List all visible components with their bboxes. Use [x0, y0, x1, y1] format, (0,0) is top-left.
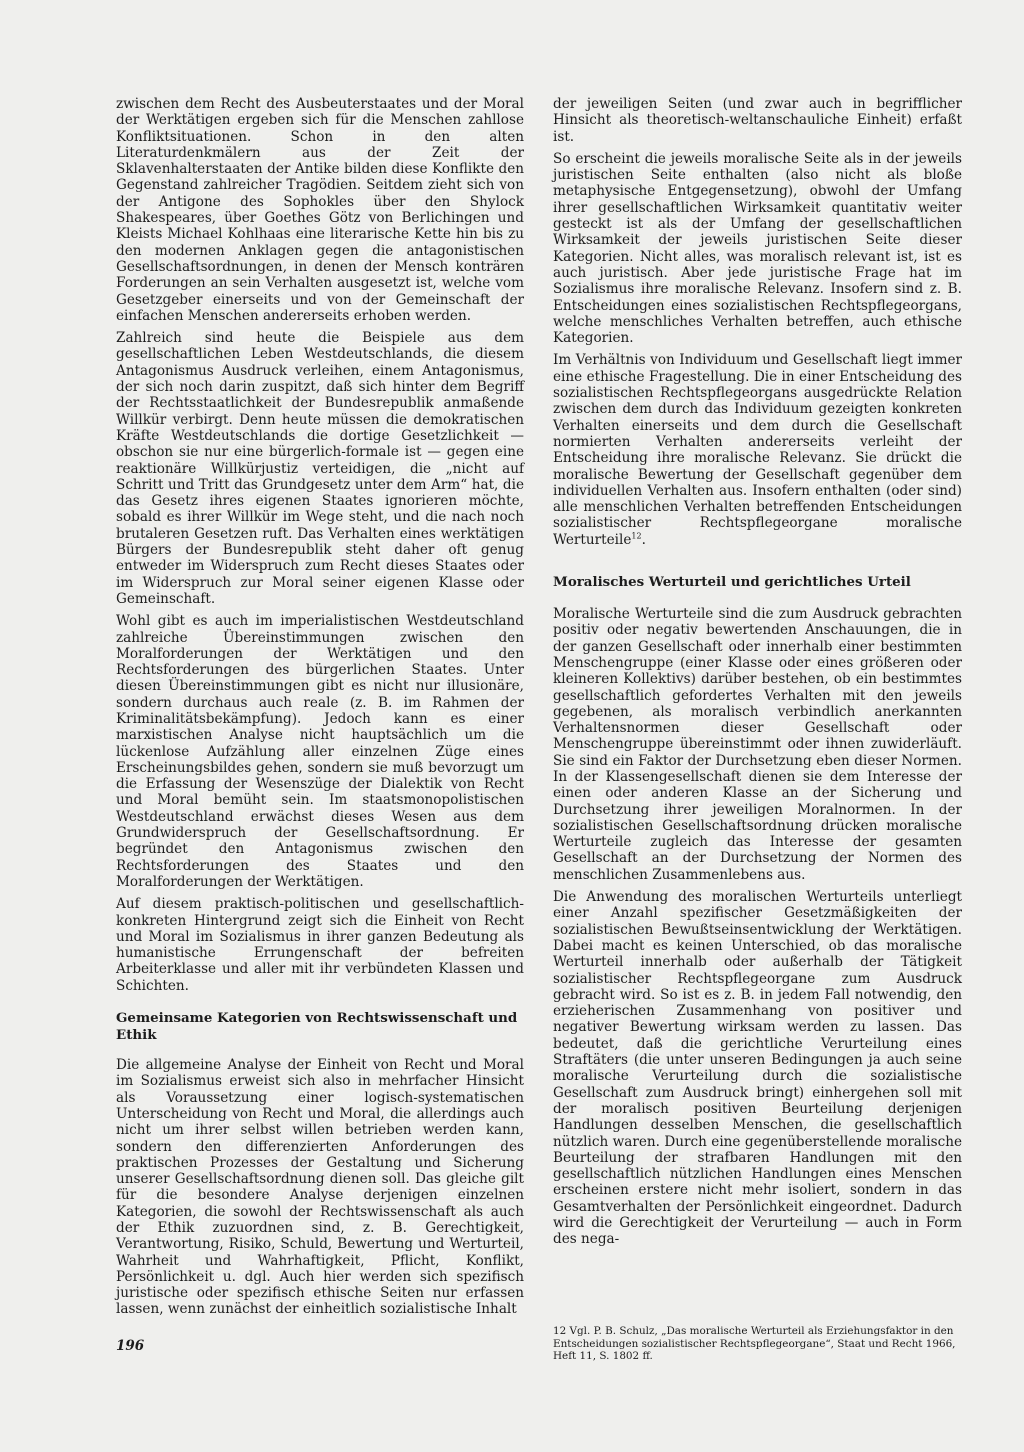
right-column [553, 96, 962, 1254]
paragraph: Moralische Werturteile sind die zum Ausdruck gebrachten positiv oder negativ bewertenden Anschauungen, die in der ganzen Gesellschaft oder innerhalb einer bestimmten Menschengruppe (einer Klasse oder eines größeren oder kleineren Kollektivs) darüber bestehen, ob ein bestimmtes gesellschaftlich gefordertes Verhalten mit den jeweils gegebenen, als moralisch verbindlich anerkannten Verhaltensnormen dieser Gesellschaft oder Menschengruppe übereinstimmt oder ihnen zuwiderläuft. Sie sind ein Faktor der Durchsetzung eben dieser Normen. In der Klassengesellschaft dienen sie dem Interesse der einen oder anderen Klasse an der Sicherung und Durchsetzung ihrer jeweiligen Moralnormen. In der sozialistischen Gesellschaftsordnung drücken moralische Werturteile zugleich das Interesse der gesamten Gesellschaft an der Durchsetzung der Normen des menschlichen Zusammenlebens aus. [553, 606, 962, 883]
page-number: 196 [116, 1338, 145, 1354]
section-heading: Moralisches Werturteil und gerichtliches Urteil [553, 574, 911, 591]
paragraph: der jeweiligen Seiten (und zwar auch in begrifflicher Hinsicht als theoretisch-weltanschauliche Einheit) erfaßt ist. [553, 96, 962, 145]
paragraph: zwischen dem Recht des Ausbeuterstaates und der Moral der Werktätigen ergeben sich für die Menschen zahllose Konfliktsituationen. Schon in den alten Literaturdenkmälern aus der Zeit der Sklavenhalterstaaten der Antike bilden diese Konflikte den Gegenstand zahlreicher Tragödien. Seitdem zieht sich von der Antigone des Sophokles über den Shylock Shakespeares, über Goethes Götz von Berlichingen und Kleists Michael Kohlhaas eine literarische Kette hin bis zu den modernen Anklagen gegen die antagonistischen Gesellschaftsordnungen, in denen der Mensch konträren Forderungen an sein Verhalten ausgesetzt ist, welche vom Gesetzgeber einerseits und von der Gemeinschaft der einfachen Menschen andererseits erhoben werden. [116, 96, 524, 324]
paragraph: So erscheint die jeweils moralische Seite als in der jeweils juristischen Seite enthalten (also nicht als bloße metaphysische Entgegensetzung), obwohl der Umfang ihrer gesellschaftlichen Wirksamkeit quantitativ weiter gesteckt ist als der Umfang der gesellschaftlichen Wirksamkeit der jeweils juristischen Seite dieser Kategorien. Nicht alles, was moralisch relevant ist, ist es auch juristisch. Aber jede juristische Frage hat im Sozialismus ihre moralische Relevanz. Insofern sind z. B. Entscheidungen eines sozialistischen Rechtspflegeorgans, welche menschliches Verhalten betreffen, auch ethische Kategorien. [553, 150, 962, 347]
left-column [116, 96, 524, 1324]
paragraph: Zahlreich sind heute die Beispiele aus dem gesellschaftlichen Leben Westdeutschlands, die diesem Antagonismus Ausdruck verleihen, einem Antagonismus, der sich noch darin zuspitzt, daß sich hinter dem Begriff der Rechtsstaatlichkeit der Bundesrepublik anmaßende Willkür verbirgt. Denn heute müssen die demokratischen Kräfte Westdeutschlands die dortige Gesetzlichkeit — obschon sie nur eine bürgerlich-formale ist — gegen eine reaktionäre Willkürjustiz verteidigen, die „nicht auf Schritt und Tritt das Grundgesetz unter dem Arm“ hat, die das Gesetz ihres eigenen Staates ignorieren möchte, sobald es ihrer Willkür im Wege steht, und die nach noch brutaleren Gesetzen ruft. Das Verhalten eines werktätigen Bürgers der Bundesrepublik steht daher oft genug entweder im Widerspruch zum Recht dieses Staates oder im Widerspruch zur Moral seiner eigenen Klasse oder Gemeinschaft. [116, 330, 524, 607]
paragraph: Wohl gibt es auch im imperialistischen Westdeutschland zahlreiche Übereinstimmungen zwischen den Moralforderungen der Werktätigen und den Rechtsforderungen des bürgerlichen Staates. Unter diesen Übereinstimmungen gibt es nicht nur illusionäre, sondern durchaus auch reale (z. B. im Rahmen der Kriminalitätsbekämpfung). Jedoch kann es einer marxistischen Analyse nicht hauptsächlich um die lückenlose Aufzählung aller einzelnen Züge eines Erscheinungsbildes gehen, sondern sie muß bevorzugt um die Erfassung der Wesenszüge der Dialektik von Recht und Moral bemüht sein. Im staatsmonopolistischen Westdeutschland erwächst dieses Wesen aus dem Grundwiderspruch der Gesellschaftsordnung. Er begründet den Antagonismus zwischen den Rechtsforderungen des Staates und den Moralforderungen der Werktätigen. [116, 613, 524, 890]
paragraph-text: Im Verhältnis von Individuum und Gesellschaft liegt immer eine ethische Fragestellung. Die in einer Entscheidung des sozialistischen Rechtspflegeorgans ausgedrückte Relation zwischen dem durch das Individuum gezeigten konkreten Verhalten einerseits und dem durch die Gesellschaft normierten Verhalten andererseits verleiht der Entscheidung ihre moralische Relevanz. Sie drückt die moralische Bewertung der Gesellschaft gegenüber dem individuellen Verhalten aus. Insofern enthalten (oder sind) alle menschlichen Verhalten betreffenden Entscheidungen sozialistischer Rechtspflegeorgane moralische Werturteile [553, 352, 962, 548]
section-heading: Gemeinsame Kategorien von Rechtswissenschaft und Ethik [116, 1010, 518, 1044]
paragraph: Auf diesem praktisch-politischen und gesellschaftlich-konkreten Hintergrund zeigt sich die Einheit von Recht und Moral im Sozialismus in ihrer ganzen Bedeutung als humanistische Errungenschaft der befreiten Arbeiterklasse und aller mit ihr verbündeten Klassen und Schichten. [116, 896, 524, 994]
footnote-reference: 12 [631, 531, 642, 541]
footnote: 12 Vgl. P. B. Schulz, „Das moralische Werturteil als Erziehungsfaktor in den Entscheidungen sozialistischer Rechtspflegeorgane“, Staat und Recht 1966, Heft 11, S. 1802 ff. [553, 1325, 956, 1363]
paragraph: Die Anwendung des moralischen Werturteils unterliegt einer Anzahl spezifischer Gesetzmäßigkeiten der sozialistischen Bewußtseinsentwicklung der Werktätigen. Dabei macht es keinen Unterschied, ob das moralische Werturteil innerhalb oder außerhalb der Tätigkeit sozialistischer Rechtspflegeorgane zum Ausdruck gebracht wird. So ist es z. B. in jedem Fall notwendig, den erzieherischen Zusammenhang von positiver und negativer Bewertung wirksam werden zu lassen. Das bedeutet, daß die gerichtliche Verurteilung eines Straftäters (die unter unseren Bedingungen ja auch seine moralische Verurteilung durch die sozialistische Gesellschaft zum Ausdruck bringt) einhergehen soll mit der moralisch positiven Beurteilung derjenigen Handlungen desselben Menschen, die gesellschaftlich nützlich waren. Durch eine gegenüberstellende moralische Beurteilung der strafbaren Handlungen mit den gesellschaftlich nützlichen Handlungen eines Menschen erscheinen erstere nicht mehr isoliert, sondern in das Gesamtverhalten der Persönlichkeit eingeordnet. Dadurch wird die Gerechtigkeit der Verurteilung — auch in Form des nega- [553, 889, 962, 1248]
paragraph: Im Verhältnis von Individuum und Gesellschaft liegt immer eine ethische Fragestellung. Die in einer Entscheidung des sozialistischen Rechtspflegeorgans ausgedrückte Relation zwischen dem durch das Individuum gezeigten konkreten Verhalten einerseits und dem durch die Gesellschaft normierten Verhalten andererseits verleiht der Entscheidung ihre moralische Relevanz. Sie drückt die moralische Bewertung der Gesellschaft gegenüber dem individuellen Verhalten aus. Insofern enthalten (oder sind) alle menschlichen Verhalten betreffenden Entscheidungen sozialistischer Rechtspflegeorgane moralische Werturteile$^{12}$. [553, 352, 962, 548]
paragraph: Die allgemeine Analyse der Einheit von Recht und Moral im Sozialismus erweist sich also in mehrfacher Hinsicht als Voraussetzung einer logisch-systematischen Unterscheidung von Recht und Moral, die allerdings auch nicht um ihrer selbst willen betrieben werden kann, sondern den differenzierten Anforderungen des praktischen Prozesses der Gestaltung und Sicherung unserer Gesellschaftsordnung dienen soll. Das gleiche gilt für die besondere Analyse derjenigen einzelnen Kategorien, die sowohl der Rechtswissenschaft als auch der Ethik zuzuordnen sind, z. B. Gerechtigkeit, Verantwortung, Risiko, Schuld, Bewertung und Werturteil, Wahrheit und Wahrhaftigkeit, Pflicht, Konflikt, Persönlichkeit u. dgl. Auch hier werden sich spezifisch juristische oder spezifisch ethische Seiten nur erfassen lassen, wenn zunächst der einheitlich sozialistische Inhalt [116, 1057, 524, 1318]
